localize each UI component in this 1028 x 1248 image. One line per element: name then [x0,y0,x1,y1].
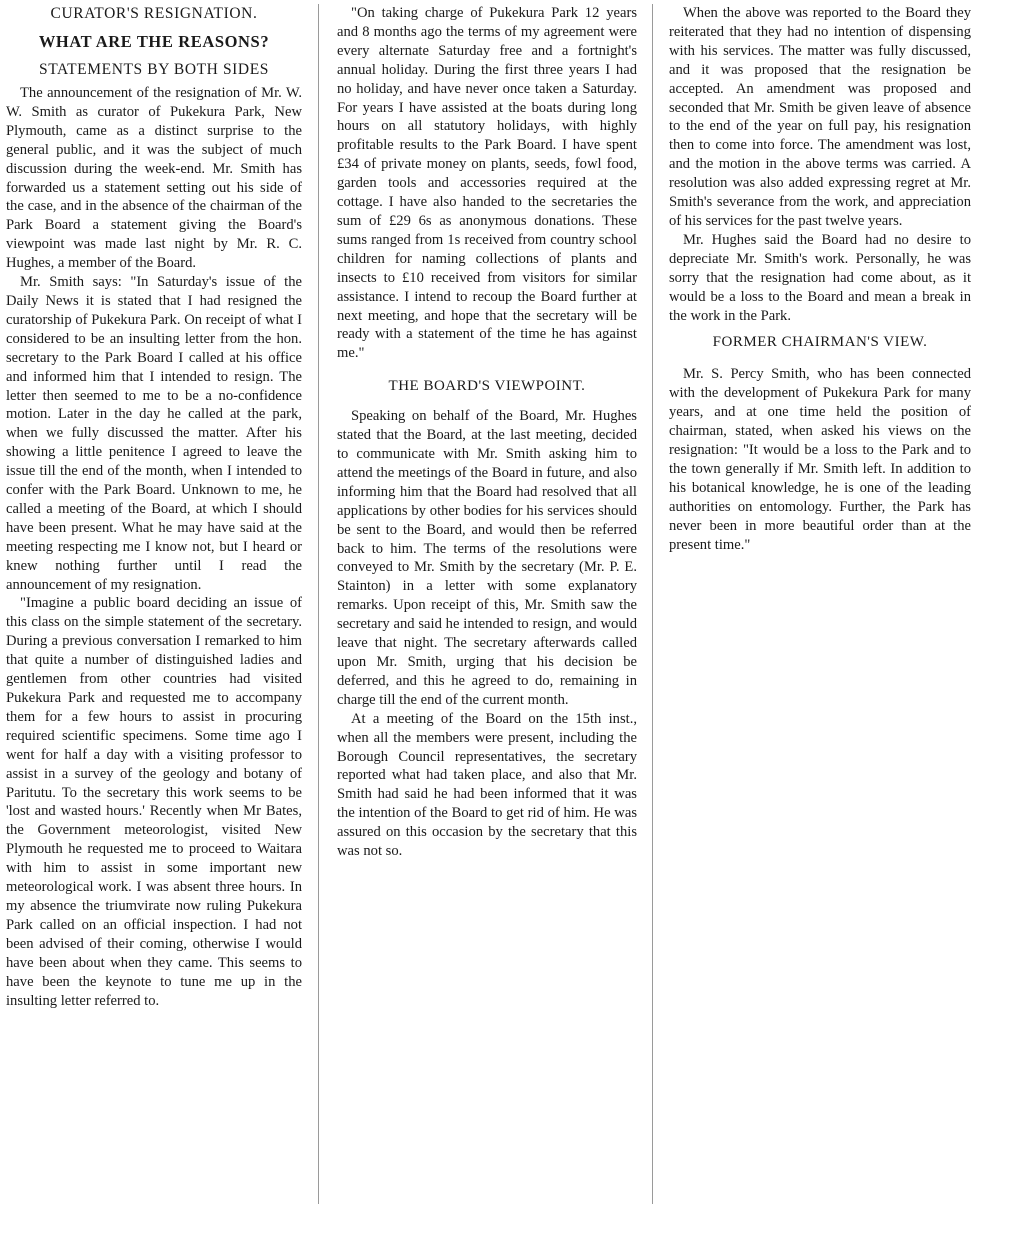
headline-curators-resignation: CURATOR'S RESIGNATION. [50,5,258,22]
paragraph: When the above was reported to the Board they reiterated that they had no intention of dispensing with his services. The matter was fully discussed, and it was proposed that the resignation be accepted. An amendment was proposed and seconded that Mr. Smith be given leave of absence to the end of the year on full pay, his resignation then to come into force. The amendment was lost, and the motion in the above terms was carried. A resolution was also added expressing regret at Mr. Smith's severance from the work, and appreciation of his services for the past twelve years. [669,5,971,229]
paragraph: The announcement of the resignation of Mr. W. W. Smith as curator of Pukekura Park, New Plymouth, came as a distinct surprise to the general public, and it was the subject of much discussion during the week-end. Mr. Smith has forwarded us a statement setting out his side of the case, and in the absence of the chairman of the Park Board a statement giving the Board's viewpoint was made last night by Mr. R. C. Hughes, a member of the Board. [6,85,302,272]
paragraph: Mr. Smith says: "In Saturday's issue of the Daily News it is stated that I had resigned the curatorship of Pukekura Park. On receipt of what I considered to be an insulting letter from the hon. secretary to the Park Board I called at his office and informed him that I intended to resign. The letter then seemed to me to be a no-confidence motion. Later in the day he called at the park, when we fully discussed the matter. After his showing a little penitence I agreed to leave the issue till the end of the month, when I intended to confer with the Park Board. Unknown to me, he called a meeting of the Board, at which I should have been present. What he may have said at the meeting respecting me I know not, but I heard or knew nothing further until I read the announcement of my resignation. [6,274,302,593]
paragraph: Mr. S. Percy Smith, who has been connected with the development of Pukekura Park for many years, and at one time held the position of chairman, stated, when asked his views on the resignation: "It would be a loss to the Park and to the town generally if Mr. Smith left. In addition to his botanical knowledge, he is one of the leading authorities on entomology. Further, the Park has never been in more beautiful order than at the present time." [669,366,971,553]
paragraph: Speaking on behalf of the Board, Mr. Hughes stated that the Board, at the last meeting, decided to communicate with Mr. Smith asking him to attend the meetings of the Board in future, and also informing him that the Board had resolved that all applications by other bodies for his services should be sent to the Board, and would then be referred back to him. The terms of the resolutions were conveyed to Mr. Smith by the secretary (Mr. P. E. Stainton) in a letter with some explanatory remarks. Upon receipt of this, Mr. Smith saw the secretary and said he intended to resign, and would leave that night. The secretary afterwards called upon Mr. Smith, urging that his decision be deferred, and this he agreed to do, remaining in charge till the end of the current month. [337,408,637,708]
column-divider [318,4,319,1204]
subheading-former-chairmans-view: FORMER CHAIRMAN'S VIEW. [712,334,928,351]
column-1 [6,4,302,1010]
paragraph: At a meeting of the Board on the 15th inst., when all the members were present, including the Borough Council representatives, the secretary reported what had taken place, and also that Mr. Smith had said he had been informed that it was the intention of the Board to get rid of him. He was assured on this occasion by the secretary that this was not so. [337,710,637,860]
column-divider [652,4,653,1204]
headline-what-are-the-reasons: WHAT ARE THE REASONS? [38,32,270,51]
paragraph: "On taking charge of Pukekura Park 12 years and 8 months ago the terms of my agreement were every alternate Saturday free and a fortnight's annual holiday. During the first three years I had no holiday, and have never once taken a Saturday. For years I have assisted at the boats during long hours on all statutory holidays, with highly profitable results to the Park Board. I have spent £34 of private money on plants, seeds, fowl food, garden tools and accessories required at the cottage. I have also handed to the secretaries the sum of £29 6s as anonymous donations. These sums ranged from 1s received from country school children for naming collections of plants and insects to £10 received from visitors for similar assistance. I intend to recoup the Board further at next meeting, and hope that the secretary will be ready with a statement of the time he has against me." [337,5,637,362]
paragraph: "Imagine a public board deciding an issue of this class on the simple statement of the secretary. During a previous conversation I remarked to him that quite a number of distinguished ladies and gentlemen from other countries had visited Pukekura Park and requested me to accompany them for a few hours to assist in procuring required scientific specimens. Some time ago I went for half a day with a visiting professor to assist in a survey of the geology and botany of Paritutu. To the secretary this work seems to be 'lost and wasted hours.' Recently when Mr Bates, the Government meteorologist, visited New Plymouth he requested me to proceed to Waitara with him to assist in some important new meteorological work. I was absent three hours. In my absence the triumvirate now ruling Pukekura Park called on an official inspection. I had not been advised of their coming, otherwise I would have been about when they came. This seems to have been the keynote to tune me up in the insulting letter referred to. [6,595,302,1009]
subheading-boards-viewpoint: THE BOARD'S VIEWPOINT. [388,378,586,395]
headline-statements-by-both-sides: STATEMENTS BY BOTH SIDES [38,61,270,78]
paragraph: Mr. Hughes said the Board had no desire to depreciate Mr. Smith's work. Personally, he was sorry that the resignation had come about, as it would be a loss to the Board and mean a break in the work in the Park. [669,231,971,324]
column-2 [337,4,637,861]
column-3 [669,4,971,554]
